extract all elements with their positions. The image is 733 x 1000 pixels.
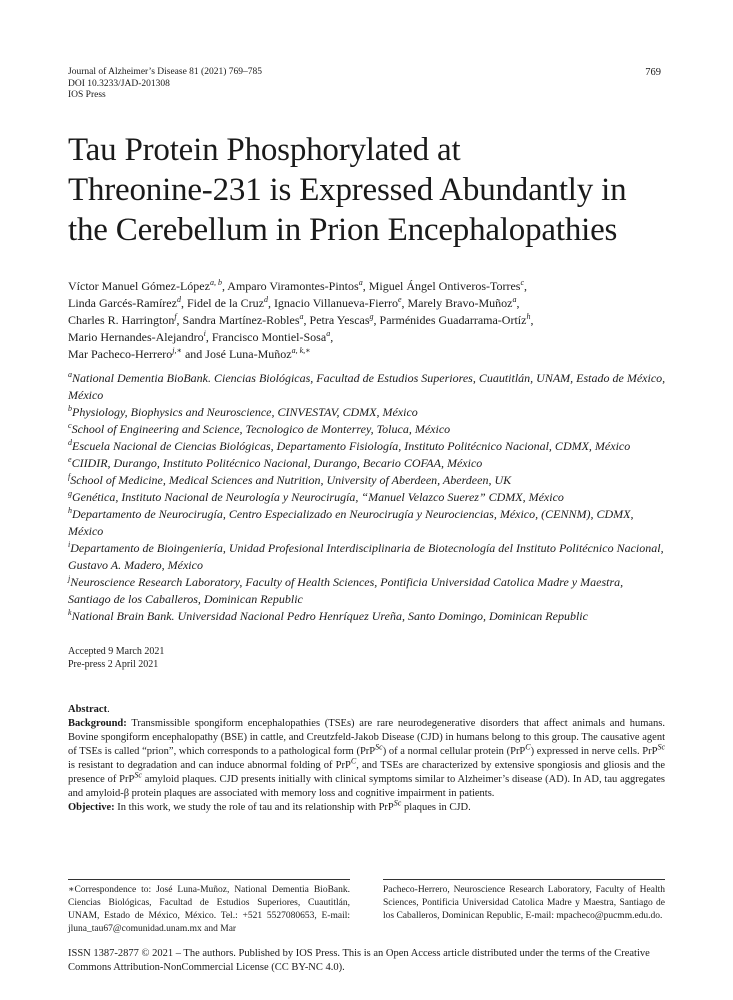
affiliation-item: $^a$National Dementia BioBank. Ciencias Biológicas, Facultad de Estudios Superiores, Cuautitlán, UNAM, Estado de México, México [68, 370, 666, 402]
footnote-divider-left [68, 879, 350, 880]
author: Marely Bravo-Muñoz$^a$, [407, 295, 520, 310]
title-line-1: Tau Protein Phosphorylated at [68, 132, 461, 168]
affiliation-item: $^g$Genética, Instituto Nacional de Neurología y Neurocirugía, “Manuel Velazco Suerez” CDMX, México [68, 489, 564, 504]
journal-citation: Journal of Alzheimer’s Disease 81 (2021) 769–785 [68, 67, 263, 77]
affiliation-item: $^e$CIIDIR, Durango, Instituto Politécnico Nacional, Durango, Becario COFAA, México [68, 455, 483, 470]
affiliation-list [68, 370, 668, 625]
affiliation-item: $^d$Escuela Nacional de Ciencias Biológicas, Departamento Fisiología, Instituto Politécnico Nacional, CDMX, México [68, 438, 631, 453]
affiliation-item: $^b$Physiology, Biophysics and Neuroscience, CINVESTAV, CDMX, México [68, 404, 418, 419]
publisher: IOS Press [68, 90, 106, 100]
affiliation-item: $^f$School of Medicine, Medical Sciences and Nutrition, University of Aberdeen, Aberdeen, UK [68, 472, 512, 487]
title-line-3: the Cerebellum in Prion Encephalopathies [68, 212, 618, 248]
abstract-background: Background: Transmissible spongiform encephalopathies (TSEs) are rare neurodegenerative disorders that affect animals and humans. Bovine spongiform encephalopathy (BSE) in cattle, and Creutzfeld-Jakob Disease (CJD) in humans belong to this group. The causative agent of TSEs is called “prion”, which corresponds to a pathological form (PrP$^{Sc}$) of a normal cellular protein (PrP$^C$) expressed in nerve cells. PrP$^{Sc}$ is resistant to degradation and can induce abnormal folding of PrP$^C$, and TSEs are characterized by extensive spongiosis and gliosis and the presence of PrP$^{Sc}$ amyloid plaques. CJD presents initially with clinical symptoms similar to Alzheimer’s disease (AD). In AD, tau aggregates and amyloid-β protein plaques are associated with memory loss and cognitive impairment in patients. [68, 718, 666, 799]
journal-header [68, 67, 262, 102]
doi[interactable]: DOI 10.3233/JAD-201308 [68, 78, 170, 89]
author: Parménides Guadarrama-Ortíz$^h$, [379, 312, 534, 327]
author: Sandra Martínez-Robles$^a$, [182, 312, 310, 327]
affiliation-item: $^j$Neuroscience Research Laboratory, Faculty of Health Sciences, Pontificia Universidad Catolica Madre y Maestra, Santiago de los Caballeros, Dominican Republic [68, 574, 624, 606]
article-dates [68, 645, 164, 671]
author: Petra Yescas$^g$, [309, 312, 380, 327]
author: José Luna-Muñoz$^{a, k,∗}$ [205, 346, 311, 361]
author: Víctor Manuel Gómez-López$^{a, b}$, [68, 278, 228, 293]
author: Amparo Viramontes-Pintos$^a$, [227, 278, 369, 293]
abstract-heading: Abstract [68, 704, 108, 715]
author: Ignacio Villanueva-Fierro$^e$, [273, 295, 408, 310]
correspondence-footnote-left: ∗Correspondence to: José Luna-Muñoz, National Dementia BioBank. Ciencias Biológicas, Facultad de Estudios Superiores, Cuautitlán, UNAM, Estado de México, México. Tel.: +521 5527080653, E-mail: jluna_tau67@comunidad.unam.mx and Mar [68, 885, 350, 934]
author: Mario Hernandes-Alejandro$^i$, [68, 329, 212, 344]
author: Charles R. Harrington$^f$, [68, 312, 183, 327]
author-list [68, 278, 668, 363]
license-statement: ISSN 1387-2877 © 2021 – The authors. Published by IOS Press. This is an Open Access article distributed under the terms of the Creative Commons Attribution-NonCommercial License (CC BY-NC 4.0). [68, 948, 650, 973]
affiliation-item: $^c$School of Engineering and Science, Tecnologico de Monterrey, Toluca, México [68, 421, 451, 436]
correspondence-footnote-right: Pacheco-Herrero, Neuroscience Research Laboratory, Faculty of Health Sciences, Pontificia Universidad Catolica Madre y Maestra, Santiago de los Caballeros, Dominican Republic, E-mail: mpacheco@pucmm.edu.do. [383, 885, 665, 921]
abstract: Abstract. Background: Transmissible spongiform encephalopathies (TSEs) are rare neurodegenerative disorders that affect animals and humans. Bovine spongiform encephalopathy (BSE) in cattle, and Creutzfeld-Jakob Disease (CJD) in humans belong to this group. The causative agent of TSEs is called “prion”, which corresponds to a pathological form (PrP$^{Sc}$) of a normal cellular protein (PrP$^C$) expressed in nerve cells. PrP$^{Sc}$ is resistant to degradation and can induce abnormal folding of PrP$^C$, and TSEs are characterized by extensive spongiosis and gliosis and the presence of PrP$^{Sc}$ amyloid plaques. CJD presents initially with clinical symptoms similar to Alzheimer’s disease (AD). In AD, tau aggregates and amyloid-β protein plaques are associated with memory loss and cognitive impairment in patients. Objective: In this work, we study the role of tau and its relationship with PrP$^{Sc}$ plaques in CJD. [68, 704, 666, 813]
author: Miguel Ángel Ontiveros-Torres$^c$, [368, 278, 528, 293]
author: Linda Garcés-Ramírez$^d$, [68, 295, 187, 310]
author: Fidel de la Cruz$^d$, [186, 295, 274, 310]
accepted-date: Accepted 9 March 2021 [68, 646, 165, 657]
abstract-objective: Objective: In this work, we study the role of tau and its relationship with PrP$^{Sc}$ plaques in CJD. [68, 798, 471, 813]
prepress-date: Pre-press 2 April 2021 [68, 659, 159, 670]
title-line-2: Threonine-231 is Expressed Abundantly in [68, 172, 627, 208]
page-number: 769 [645, 67, 661, 78]
author: Mar Pacheco-Herrero$^{j,∗}$ and [68, 346, 206, 361]
footnote-divider-right [383, 879, 665, 880]
affiliation-item: $^h$Departamento de Neurocirugía, Centro Especializado en Neurocirugía y Neurociencias, México, (CENNM), CDMX, México [68, 506, 634, 538]
author: Francisco Montiel-Sosa$^a$, [211, 329, 334, 344]
affiliation-item: $^i$Departamento de Bioingeniería, Unidad Profesional Interdisciplinaria de Biotecnología del Instituto Politécnico Nacional, Gustavo A. Madero, México [68, 540, 664, 572]
affiliation-item: $^k$National Brain Bank. Universidad Nacional Pedro Henríquez Ureña, Santo Domingo, Dominican Republic [68, 608, 588, 623]
article-title [68, 130, 668, 250]
